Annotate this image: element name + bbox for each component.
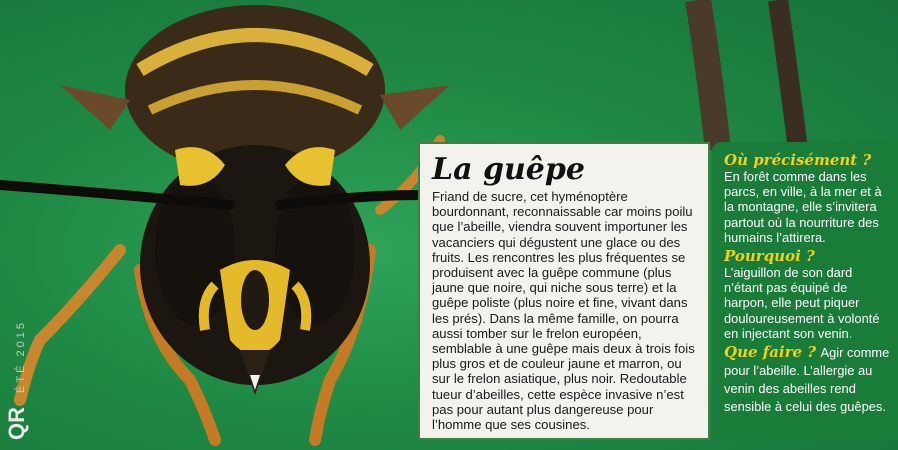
issue-label xyxy=(4,320,30,440)
qa-where xyxy=(724,152,890,245)
answer-what-to-do: Agir comme pour l’abeille. L’allergie au venin des abeilles rend sensible à celui des guêpes. xyxy=(724,345,890,415)
question-why: Pourquoi ? xyxy=(724,247,815,266)
article-panel xyxy=(418,142,710,440)
article-body: Friand de sucre, cet hyménoptère bourdonnant, reconnaissable car moins poilu que l’abeille, viendra souvent importuner les vacanciers qui dégustent une glace ou des fruits. Les rencontres les plus fréquentes se produisent avec la guêpe commune (plus jaune que noire, qui niche sous terre) et la guêpe poliste (plus noire et fine, vivant dans les prés). Dans la même famille, on pourra aussi tomber sur le frelon européen, semblable à une guêpe mais deux à trois fois plus gros et de couleur jaune et marron, ou sur le frelon asiatique, plus noir. Redoutable tueur d’abeilles, cette espèce invasive n’est pas pour autant plus dangereuse pour l’homme que ses cousines. xyxy=(432,189,695,433)
question-what-to-do: Que faire ? xyxy=(724,343,817,362)
qa-why xyxy=(724,248,890,341)
answer-where: En forêt comme dans les parcs, en ville, à la mer et à la montagne, elle s’invitera partout où la nourriture des humains l’attirera. xyxy=(724,169,882,245)
qa-panel xyxy=(712,142,898,440)
issue-date: ÉTÉ 2015 xyxy=(15,320,27,393)
question-where: Où précisément ? xyxy=(724,151,872,169)
qa-what-to-do xyxy=(724,344,890,416)
magazine-logo: QR xyxy=(4,407,29,440)
answer-why: L’aiguillon de son dard n’étant pas équipé de harpon, elle peut piquer douloureusement à volonté en injectant son venin. xyxy=(724,265,880,341)
article-title: La guêpe xyxy=(432,152,585,187)
wasp-legs-photo xyxy=(678,0,898,150)
